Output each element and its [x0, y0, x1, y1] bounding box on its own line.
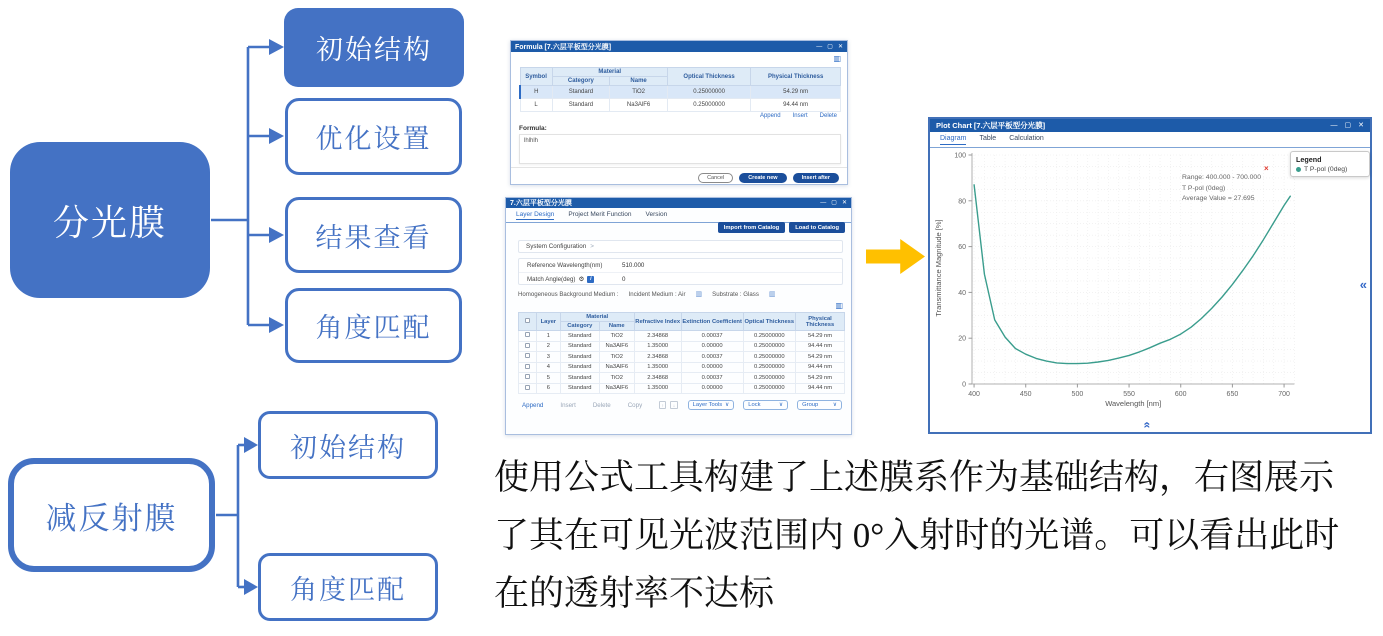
chevron-right-icon: > [590, 243, 594, 250]
col-optical-thickness: Optical Thickness [667, 68, 750, 86]
table-row[interactable]: 1 Standard TiO2 2.34868 0.00037 0.25000000 54.29 nm [519, 331, 845, 342]
formula-titlebar[interactable] [511, 41, 847, 52]
node-beam-splitter: 分光膜 [10, 142, 210, 298]
import-from-catalog-button[interactable]: Import from Catalog [718, 222, 785, 233]
reference-wavelength-value[interactable]: 510.000 [622, 262, 645, 269]
group-dropdown[interactable] [797, 400, 842, 410]
svg-text:40: 40 [958, 289, 966, 297]
table-row[interactable]: 3 Standard TiO2 2.34868 0.00037 0.25000000 54.29 nm [519, 352, 845, 363]
legend-item[interactable] [1296, 166, 1364, 173]
insert-after-button[interactable]: Insert after [793, 173, 839, 183]
col-physical-thickness: Physical Thickness [796, 313, 845, 331]
svg-text:100: 100 [954, 152, 966, 160]
design-body [506, 208, 851, 434]
edit-medium-icon[interactable]: ▥ [695, 291, 703, 298]
chevron-down-icon: ∨ [725, 402, 730, 408]
chart-annotation [1182, 173, 1261, 205]
caption-line: 使用公式工具构建了上述膜系作为基础结构，右图展示 [494, 458, 1335, 497]
annotation-series: T P-pol (0deg) [1182, 184, 1226, 192]
layer-table [518, 312, 845, 394]
match-angle-label: Match Angle(deg) [527, 275, 576, 283]
legend-title: Legend [1296, 155, 1322, 164]
plot-titlebar[interactable] [930, 119, 1370, 132]
minimize-icon[interactable]: — [816, 43, 823, 50]
col-name: Name [599, 322, 634, 331]
table-row[interactable]: 2 Standard Na3AlF6 1.35000 0.00000 0.25000000 94.44 nm [519, 341, 845, 352]
transmittance-chart[interactable] [930, 148, 1370, 434]
plot-chart-window [928, 117, 1372, 434]
maximize-icon[interactable]: ▢ [827, 43, 833, 50]
node-angle-match: 角度匹配 [285, 288, 462, 363]
maximize-icon[interactable]: ▢ [831, 200, 837, 206]
svg-text:400: 400 [968, 391, 980, 398]
insert-button[interactable]: Insert [792, 113, 808, 119]
design-titlebar[interactable] [506, 198, 851, 208]
move-up-button[interactable]: ↑ [659, 401, 666, 409]
substrate-medium: Substrate : Glass [712, 290, 759, 298]
tab-diagram[interactable]: Diagram [940, 135, 966, 145]
row-checkbox[interactable] [525, 385, 530, 390]
col-refractive-index: Refractive Index [634, 313, 681, 331]
row-checkbox[interactable] [525, 332, 530, 337]
move-down-button[interactable]: ↓ [670, 401, 677, 409]
chart-legend [1290, 151, 1370, 177]
incident-medium: Incident Medium : Air [628, 290, 686, 298]
close-icon[interactable]: ✕ [837, 43, 843, 50]
menu-layer-design[interactable]: Layer Design [516, 211, 555, 218]
maximize-icon[interactable]: ▢ [1344, 122, 1352, 129]
legend-dot [1296, 167, 1301, 172]
expand-bottom-icon[interactable]: « [1140, 421, 1155, 429]
formula-body [511, 52, 847, 185]
node-optimization-settings: 优化设置 [285, 98, 462, 175]
col-physical-thickness: Physical Thickness [751, 68, 841, 86]
col-name: Name [610, 77, 668, 86]
edit-substrate-icon[interactable]: ▥ [768, 291, 776, 298]
svg-text:550: 550 [1123, 391, 1135, 398]
select-all-checkbox[interactable] [525, 318, 530, 323]
load-to-catalog-button[interactable]: Load to Catalog [789, 222, 845, 233]
svg-text:Transmittance Magnitude [%]: Transmittance Magnitude [%] [934, 219, 943, 317]
design-window-title: 7.六层平板型分光膜 [510, 200, 572, 207]
layer-design-window [505, 197, 852, 435]
close-icon[interactable]: ✕ [841, 200, 847, 206]
svg-text:80: 80 [958, 198, 966, 206]
annotation-average: Average Value = 27.695 [1182, 195, 1255, 202]
layer-tools-dropdown[interactable] [688, 400, 735, 410]
insert-button[interactable]: Insert [560, 401, 576, 409]
svg-text:60: 60 [958, 244, 966, 252]
delete-button[interactable]: Delete [592, 401, 611, 409]
node-initial-structure: 初始结构 [284, 8, 464, 87]
cancel-button[interactable]: Cancel [698, 173, 733, 183]
close-icon[interactable]: ✕ [1358, 122, 1364, 129]
layer-tools-label: Layer Tools [692, 402, 723, 408]
node-ar-angle-match: 角度匹配 [258, 553, 438, 621]
append-button[interactable]: Append [759, 113, 781, 119]
col-optical-thickness: Optical Thickness [743, 313, 795, 331]
copy-button[interactable]: Copy [627, 401, 643, 409]
svg-text:Wavelength [nm]: Wavelength [nm] [1105, 399, 1162, 408]
table-row[interactable]: 6 Standard Na3AlF6 1.35000 0.00000 0.25000000 94.44 nm [519, 383, 845, 394]
annotation-range: Range: 400.000 - 700.000 [1182, 174, 1261, 181]
lock-label: Lock [748, 402, 761, 408]
row-checkbox[interactable] [525, 343, 530, 348]
table-row[interactable]: L Standard Na3AlF6 0.25000000 94.44 nm [520, 99, 841, 112]
system-configuration-label: System Configuration [526, 243, 587, 250]
gear-icon[interactable]: ⚙ [578, 276, 585, 283]
lock-dropdown[interactable] [743, 400, 788, 410]
tab-calculation[interactable]: Calculation [1009, 135, 1044, 142]
caption-line: 在的透射率不达标 [494, 574, 775, 613]
col-symbol: Symbol [520, 68, 552, 86]
info-icon[interactable]: i [587, 276, 594, 283]
tab-table[interactable]: Table [979, 135, 997, 142]
svg-text:650: 650 [1226, 391, 1239, 398]
formula-window [510, 40, 848, 185]
chevron-down-icon: ∨ [778, 402, 784, 408]
menu-version[interactable]: Version [645, 211, 668, 218]
caption-text [494, 449, 1380, 623]
row-checkbox[interactable] [525, 374, 530, 379]
node-result-view: 结果查看 [285, 197, 462, 273]
table-row[interactable]: 5 Standard TiO2 2.34868 0.00037 0.25000000 54.29 nm [519, 373, 845, 384]
legend-label: T P-pol (0deg) [1304, 166, 1348, 173]
col-category: Category [560, 322, 599, 331]
layer-table-actions [522, 400, 842, 410]
create-new-button[interactable]: Create new [739, 173, 786, 183]
formula-footer [511, 167, 847, 183]
node-anti-reflection: 减反射膜 [8, 458, 215, 572]
formula-input[interactable]: lhlhlh [519, 134, 841, 164]
caption-line: 了其在可见光波范围内 0°入射时的光谱。可以看出此时 [494, 516, 1340, 555]
col-material: Material [552, 68, 667, 77]
system-configuration-panel[interactable] [518, 240, 843, 253]
svg-text:20: 20 [958, 335, 966, 343]
menu-project-merit-function[interactable]: Project Merit Function [568, 211, 632, 218]
medium-prefix: Homogeneous Background Medium : [518, 290, 619, 298]
table-row[interactable]: H Standard TiO2 0.25000000 54.29 nm [520, 86, 841, 99]
delete-button[interactable]: Delete [819, 113, 837, 119]
group-label: Group [802, 402, 819, 408]
node-ar-initial-structure: 初始结构 [258, 411, 438, 479]
arrow-right-shape [866, 239, 925, 274]
table-row[interactable]: 4 Standard Na3AlF6 1.35000 0.00000 0.25000000 94.44 nm [519, 362, 845, 373]
formula-window-title: Formula [7.六层平板型分光膜] [515, 43, 612, 51]
formula-table [519, 67, 841, 112]
col-material: Material [560, 313, 634, 322]
row-checkbox[interactable] [525, 353, 530, 358]
formula-table-actions [760, 113, 837, 119]
plot-tabs [930, 132, 1370, 148]
annotation-close-icon[interactable]: × [1264, 164, 1269, 173]
chevron-down-icon: ∨ [832, 402, 838, 408]
col-layer: Layer [536, 313, 560, 331]
append-button[interactable]: Append [522, 401, 544, 409]
minimize-icon[interactable]: — [1330, 122, 1338, 129]
row-checkbox[interactable] [525, 364, 530, 369]
minimize-icon[interactable]: — [820, 200, 827, 206]
background-medium-row [518, 290, 776, 298]
collapse-panel-icon[interactable]: « [1359, 277, 1367, 292]
formula-label: Formula: [519, 125, 547, 132]
reference-wavelength-label: Reference Wavelength(nm) [527, 262, 603, 269]
svg-text:0: 0 [962, 381, 966, 389]
svg-text:450: 450 [1019, 391, 1032, 398]
column-settings-icon[interactable]: ▥ [835, 301, 843, 310]
svg-text:600: 600 [1174, 391, 1187, 398]
design-menu [506, 208, 851, 223]
col-category: Category [552, 77, 610, 86]
col-extinction-coefficient: Extinction Coefficient [681, 313, 743, 331]
svg-text:700: 700 [1278, 391, 1290, 398]
fields-panel [518, 258, 843, 285]
svg-text:500: 500 [1071, 391, 1084, 398]
plot-window-title: Plot Chart [7.六层平板型分光膜] [936, 121, 1046, 130]
column-settings-icon[interactable]: ▥ [833, 54, 841, 63]
match-angle-value[interactable]: 0 [622, 275, 626, 283]
